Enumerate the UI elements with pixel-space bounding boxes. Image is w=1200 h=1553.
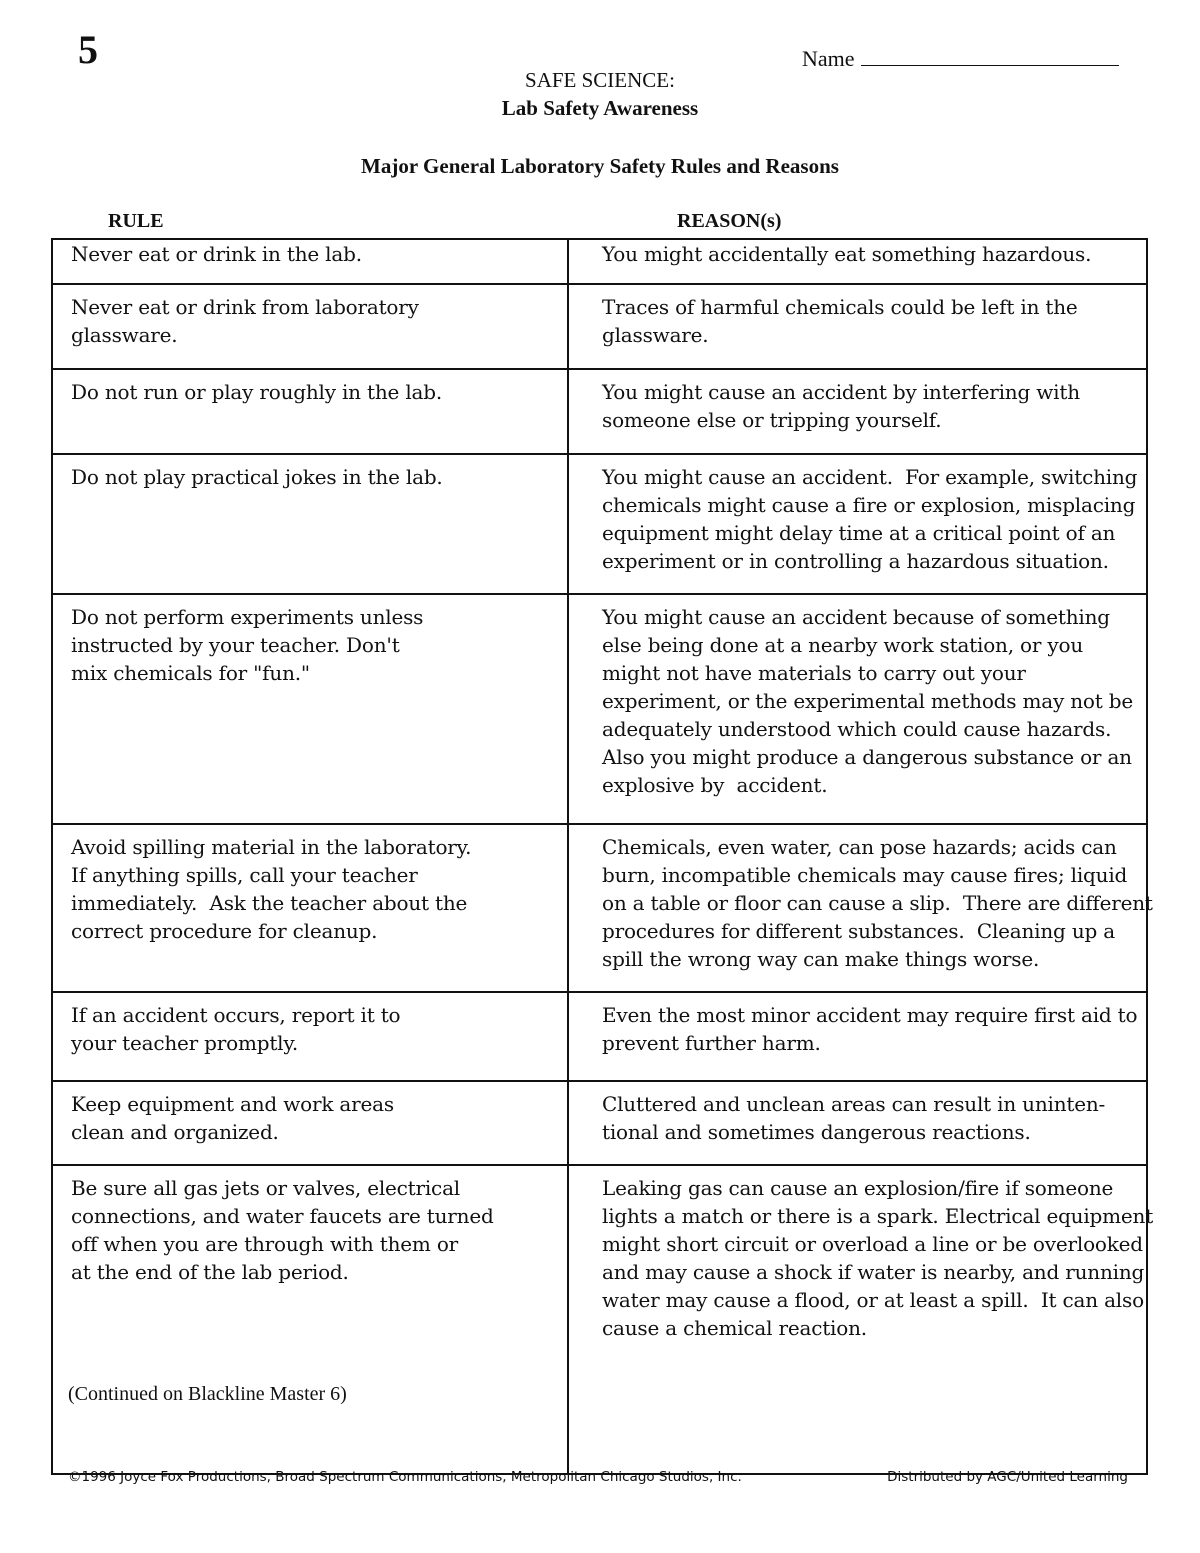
rule-cell — [52, 239, 568, 284]
reason-text-line: might not have materials to carry out your — [602, 661, 1026, 685]
reason-column-heading: REASON(s) — [677, 210, 782, 232]
rule-cell — [52, 992, 568, 1081]
rule-text-line: connections, and water faucets are turned — [71, 1204, 494, 1228]
rule-cell — [52, 1081, 568, 1165]
reason-text-line: spill the wrong way can make things worse. — [602, 947, 1040, 971]
rule-row — [52, 824, 1147, 992]
reason-text-line: Even the most minor accident may require first aid to — [602, 1003, 1138, 1027]
rule-text-line: Never eat or drink from laboratory — [71, 295, 419, 319]
name-blank-line[interactable] — [861, 51, 1119, 66]
reason-cell — [568, 594, 1147, 824]
reason-text-line: You might cause an accident. For example, switching — [602, 465, 1138, 489]
rule-cell — [52, 369, 568, 454]
rule-text-line: Do not run or play roughly in the lab. — [71, 380, 443, 404]
reason-text-line: adequately understood which could cause hazards. — [602, 717, 1112, 741]
rule-cell — [52, 594, 568, 824]
reason-text-line: else being done at a nearby work station, or you — [602, 633, 1084, 657]
rule-text-line: at the end of the lab period. — [71, 1260, 349, 1284]
reason-text-line: You might cause an accident because of something — [602, 605, 1110, 629]
rule-row — [52, 1081, 1147, 1165]
rule-row — [52, 992, 1147, 1081]
rule-row — [52, 284, 1147, 369]
reason-text-line: lights a match or there is a spark. Electrical equipment — [602, 1204, 1154, 1228]
reason-cell — [568, 369, 1147, 454]
subtitle: Lab Safety Awareness — [501, 96, 699, 120]
reason-cell — [568, 824, 1153, 992]
reason-text-line: Cluttered and unclean areas can result in uninten- — [602, 1092, 1106, 1116]
name-label: Name — [802, 46, 855, 71]
reason-text-line: Leaking gas can cause an explosion/fire if someone — [602, 1176, 1114, 1200]
rule-text-line: correct procedure for cleanup. — [71, 919, 378, 943]
reason-text-line: You might cause an accident by interfering with — [602, 380, 1080, 404]
rule-text-line: Do not play practical jokes in the lab. — [71, 465, 443, 489]
reason-text-line: someone else or tripping yourself. — [602, 408, 942, 432]
rule-text-line: your teacher promptly. — [71, 1031, 298, 1055]
reason-text-line: experiment, or the experimental methods may not be — [602, 689, 1134, 713]
reason-text-line: might short circuit or overload a line or be overlooked — [602, 1232, 1143, 1256]
rule-text-line: Avoid spilling material in the laboratory. — [71, 835, 472, 859]
reason-cell — [568, 1081, 1147, 1165]
reason-text-line: cause a chemical reaction. — [602, 1316, 867, 1340]
reason-text-line: Chemicals, even water, can pose hazards; acids can — [602, 835, 1117, 859]
rule-cell — [52, 284, 568, 369]
rule-row — [52, 454, 1147, 594]
reason-text-line: chemicals might cause a fire or explosion, misplacing — [602, 493, 1136, 517]
footer-copyright: ©1996 Joyce Fox Productions, Broad Spectrum Communications, Metropolitan Chicago Studios, Inc. — [68, 1469, 742, 1485]
reason-text-line: tional and sometimes dangerous reactions. — [602, 1120, 1031, 1144]
reason-text-line: and may cause a shock if water is nearby, and running — [602, 1260, 1145, 1284]
reason-text-line: glassware. — [602, 323, 709, 347]
reason-text-line: prevent further harm. — [602, 1031, 821, 1055]
rule-text-line: instructed by your teacher. Don't — [71, 633, 400, 657]
page-heading: Major General Laboratory Safety Rules and Reasons — [361, 154, 839, 178]
continued-note: (Continued on Blackline Master 6) — [68, 1383, 347, 1405]
reason-text-line: explosive by accident. — [602, 773, 828, 797]
footer-distributor: Distributed by AGC/United Learning — [887, 1469, 1128, 1485]
rule-cell — [52, 824, 568, 992]
rule-text-line: off when you are through with them or — [71, 1232, 459, 1256]
reason-text-line: equipment might delay time at a critical point of an — [602, 521, 1116, 545]
rules-table-body — [52, 239, 1154, 1474]
reason-text-line: You might accidentally eat something hazardous. — [602, 242, 1092, 266]
reason-text-line: on a table or floor can cause a slip. There are different — [602, 891, 1153, 915]
reason-cell — [568, 1165, 1154, 1474]
series-title: SAFE SCIENCE: — [525, 68, 675, 92]
rule-row — [52, 1165, 1147, 1474]
rule-column-heading: RULE — [108, 210, 164, 232]
reason-text-line: water may cause a flood, or at least a spill. It can also — [602, 1288, 1144, 1312]
rule-text-line: If an accident occurs, report it to — [71, 1003, 401, 1027]
rule-text-line: Be sure all gas jets or valves, electrical — [71, 1176, 460, 1200]
page-number: 5 — [78, 27, 98, 72]
reason-cell — [568, 284, 1147, 369]
reason-text-line: Traces of harmful chemicals could be left in the — [602, 295, 1078, 319]
rule-row — [52, 594, 1147, 824]
rule-text-line: Never eat or drink in the lab. — [71, 242, 362, 266]
rule-text-line: Keep equipment and work areas — [71, 1092, 394, 1116]
rule-cell — [52, 1165, 568, 1474]
reason-cell — [568, 992, 1147, 1081]
rule-row — [52, 239, 1147, 284]
reason-text-line: experiment or in controlling a hazardous situation. — [602, 549, 1109, 573]
rule-row — [52, 369, 1147, 454]
reason-text-line: procedures for different substances. Cleaning up a — [602, 919, 1115, 943]
reason-text-line: Also you might produce a dangerous substance or an — [602, 745, 1132, 769]
rule-text-line: Do not perform experiments unless — [71, 605, 424, 629]
rules-table — [51, 238, 1154, 1475]
rule-text-line: clean and organized. — [71, 1120, 279, 1144]
rule-text-line: glassware. — [71, 323, 178, 347]
reason-cell — [568, 239, 1147, 284]
reason-cell — [568, 454, 1147, 594]
rule-text-line: immediately. Ask the teacher about the — [71, 891, 468, 915]
rule-text-line: mix chemicals for "fun." — [71, 661, 310, 685]
rule-cell — [52, 454, 568, 594]
rule-text-line: If anything spills, call your teacher — [71, 863, 418, 887]
reason-text-line: burn, incompatible chemicals may cause fires; liquid — [602, 863, 1128, 887]
